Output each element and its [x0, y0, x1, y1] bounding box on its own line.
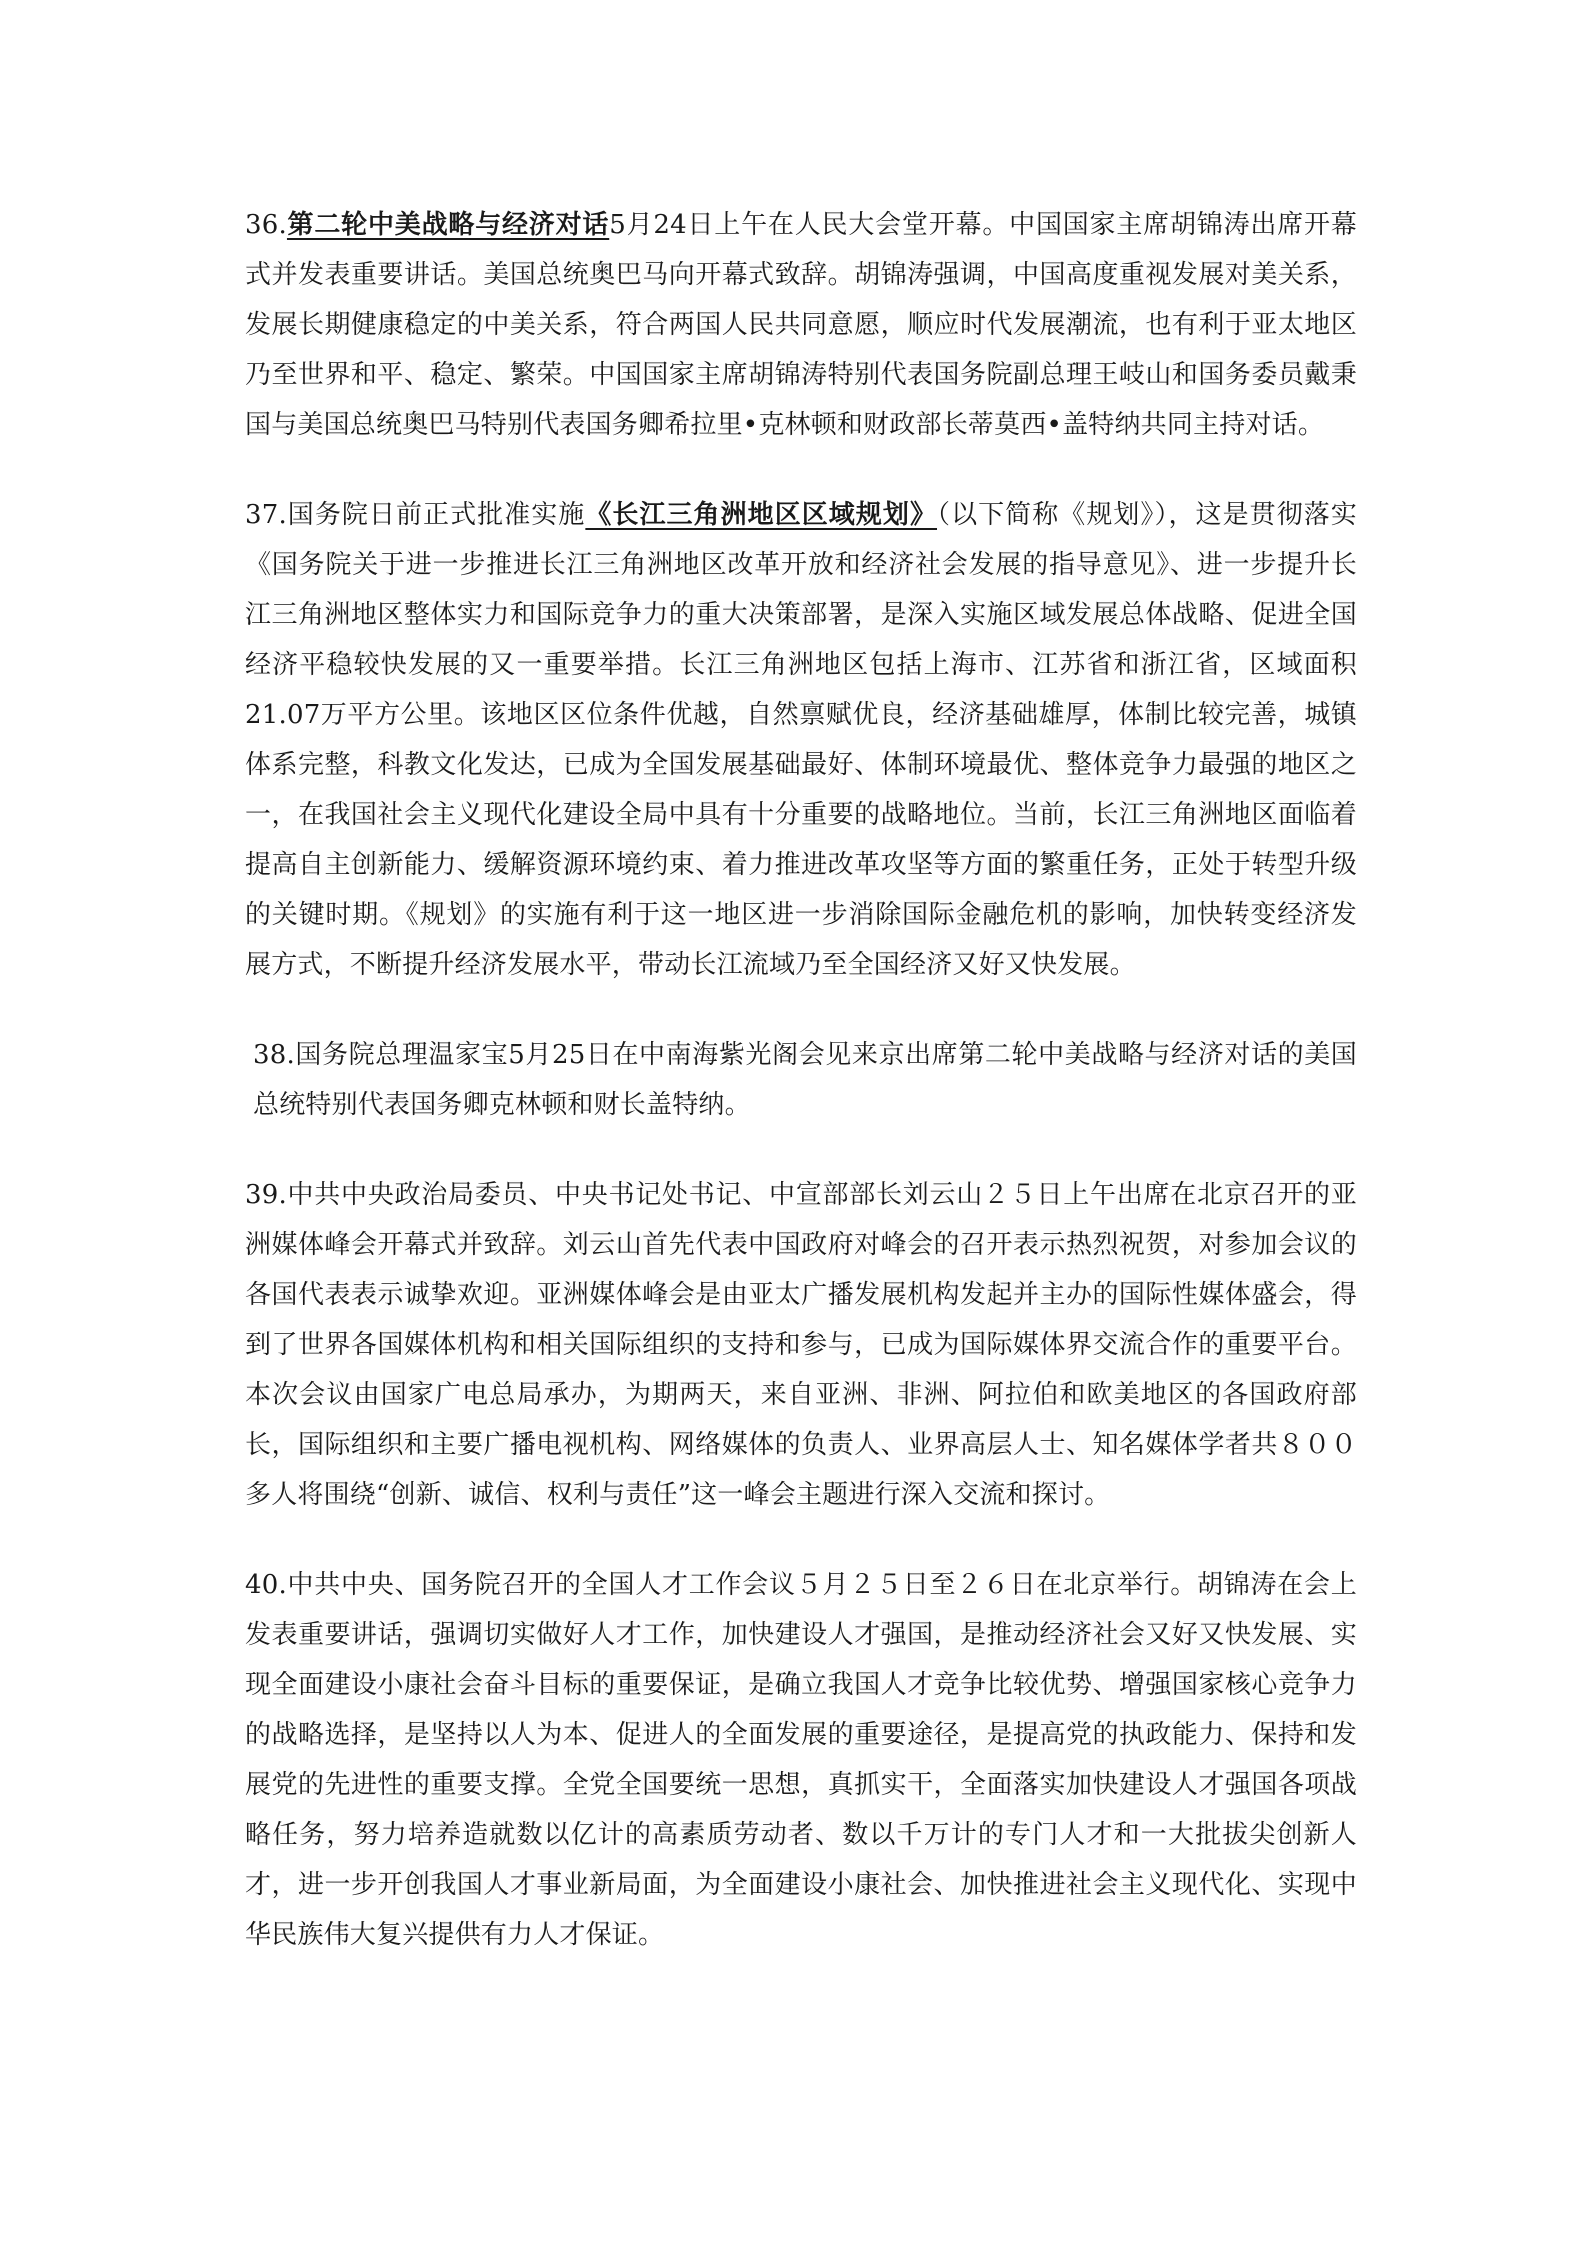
- news-item-38: [245, 1030, 1357, 1130]
- news-item-40: [245, 1560, 1357, 1960]
- item-text: 5月24日上午在人民大会堂开幕。中国国家主席胡锦涛出席开幕式并发表重要讲话。美国总统奥巴马向开幕式致辞。胡锦涛强调，中国高度重视发展对美关系，发展长期健康稳定的中美关系，符合两国人民共同意愿，顺应时代发展潮流，也有利于亚太地区乃至世界和平、稳定、繁荣。中国国家主席胡锦涛特别代表国务院副总理王岐山和国务委员戴秉国与美国总统奥巴马特别代表国务卿希拉里•克林顿和财政部长蒂莫西•盖特纳共同主持对话。: [245, 210, 1357, 440]
- item-number: 36.: [245, 210, 287, 240]
- item-number: 40.: [245, 1570, 287, 1600]
- item-highlight: 《长江三角洲地区区域规划》: [585, 500, 938, 530]
- item-text: （以下简称《规划》），这是贯彻落实《国务院关于进一步推进长江三角洲地区改革开放和经济社会发展的指导意见》、进一步提升长江三角洲地区整体实力和国际竞争力的重大决策部署，是深入实施区域发展总体战略、促进全国经济平稳较快发展的又一重要举措。长江三角洲地区包括上海市、江苏省和浙江省，区域面积21.07万平方公里。该地区区位条件优越，自然禀赋优良，经济基础雄厚，体制比较完善，城镇体系完整，科教文化发达，已成为全国发展基础最好、体制环境最优、整体竞争力最强的地区之一，在我国社会主义现代化建设全局中具有十分重要的战略地位。当前，长江三角洲地区面临着提高自主创新能力、缓解资源环境约束、着力推进改革攻坚等方面的繁重任务，正处于转型升级的关键时期。《规划》的实施有利于这一地区进一步消除国际金融危机的影响，加快转变经济发展方式，不断提升经济发展水平，带动长江流域乃至全国经济又好又快发展。: [245, 500, 1358, 980]
- news-item-36: [245, 200, 1357, 450]
- document-page: [245, 200, 1357, 2000]
- item-number: 37.: [245, 500, 287, 530]
- item-highlight: 第二轮中美战略与经济对话: [286, 210, 610, 240]
- item-number: 38.: [253, 1040, 295, 1070]
- item-text: 中共中央、国务院召开的全国人才工作会议５月２５日至２６日在北京举行。胡锦涛在会上发表重要讲话，强调切实做好人才工作，加快建设人才强国，是推动经济社会又好又快发展、实现全面建设小康社会奋斗目标的重要保证，是确立我国人才竞争比较优势、增强国家核心竞争力的战略选择，是坚持以人为本、促进人的全面发展的重要途径，是提高党的执政能力、保持和发展党的先进性的重要支撑。全党全国要统一思想，真抓实干，全面落实加快建设人才强国各项战略任务，努力培养造就数以亿计的高素质劳动者、数以千万计的专门人才和一大批拔尖创新人才，进一步开创我国人才事业新局面，为全面建设小康社会、加快推进社会主义现代化、实现中华民族伟大复兴提供有力人才保证。: [245, 1570, 1357, 1950]
- news-item-37: [245, 490, 1357, 990]
- news-item-39: [245, 1170, 1357, 1520]
- item-number: 39.: [245, 1180, 287, 1210]
- item-text: 国务院总理温家宝5月25日在中南海紫光阁会见来京出席第二轮中美战略与经济对话的美国总统特别代表国务卿克林顿和财长盖特纳。: [253, 1040, 1357, 1120]
- item-prefix: 国务院日前正式批准实施: [286, 500, 586, 530]
- item-text: 中共中央政治局委员、中央书记处书记、中宣部部长刘云山２５日上午出席在北京召开的亚洲媒体峰会开幕式并致辞。刘云山首先代表中国政府对峰会的召开表示热烈祝贺，对参加会议的各国代表表示诚挚欢迎。亚洲媒体峰会是由亚太广播发展机构发起并主办的国际性媒体盛会，得到了世界各国媒体机构和相关国际组织的支持和参与，已成为国际媒体界交流合作的重要平台。本次会议由国家广电总局承办，为期两天，来自亚洲、非洲、阿拉伯和欧美地区的各国政府部长，国际组织和主要广播电视机构、网络媒体的负责人、业界高层人士、知名媒体学者共８００多人将围绕“创新、诚信、权利与责任”这一峰会主题进行深入交流和探讨。: [245, 1180, 1357, 1510]
